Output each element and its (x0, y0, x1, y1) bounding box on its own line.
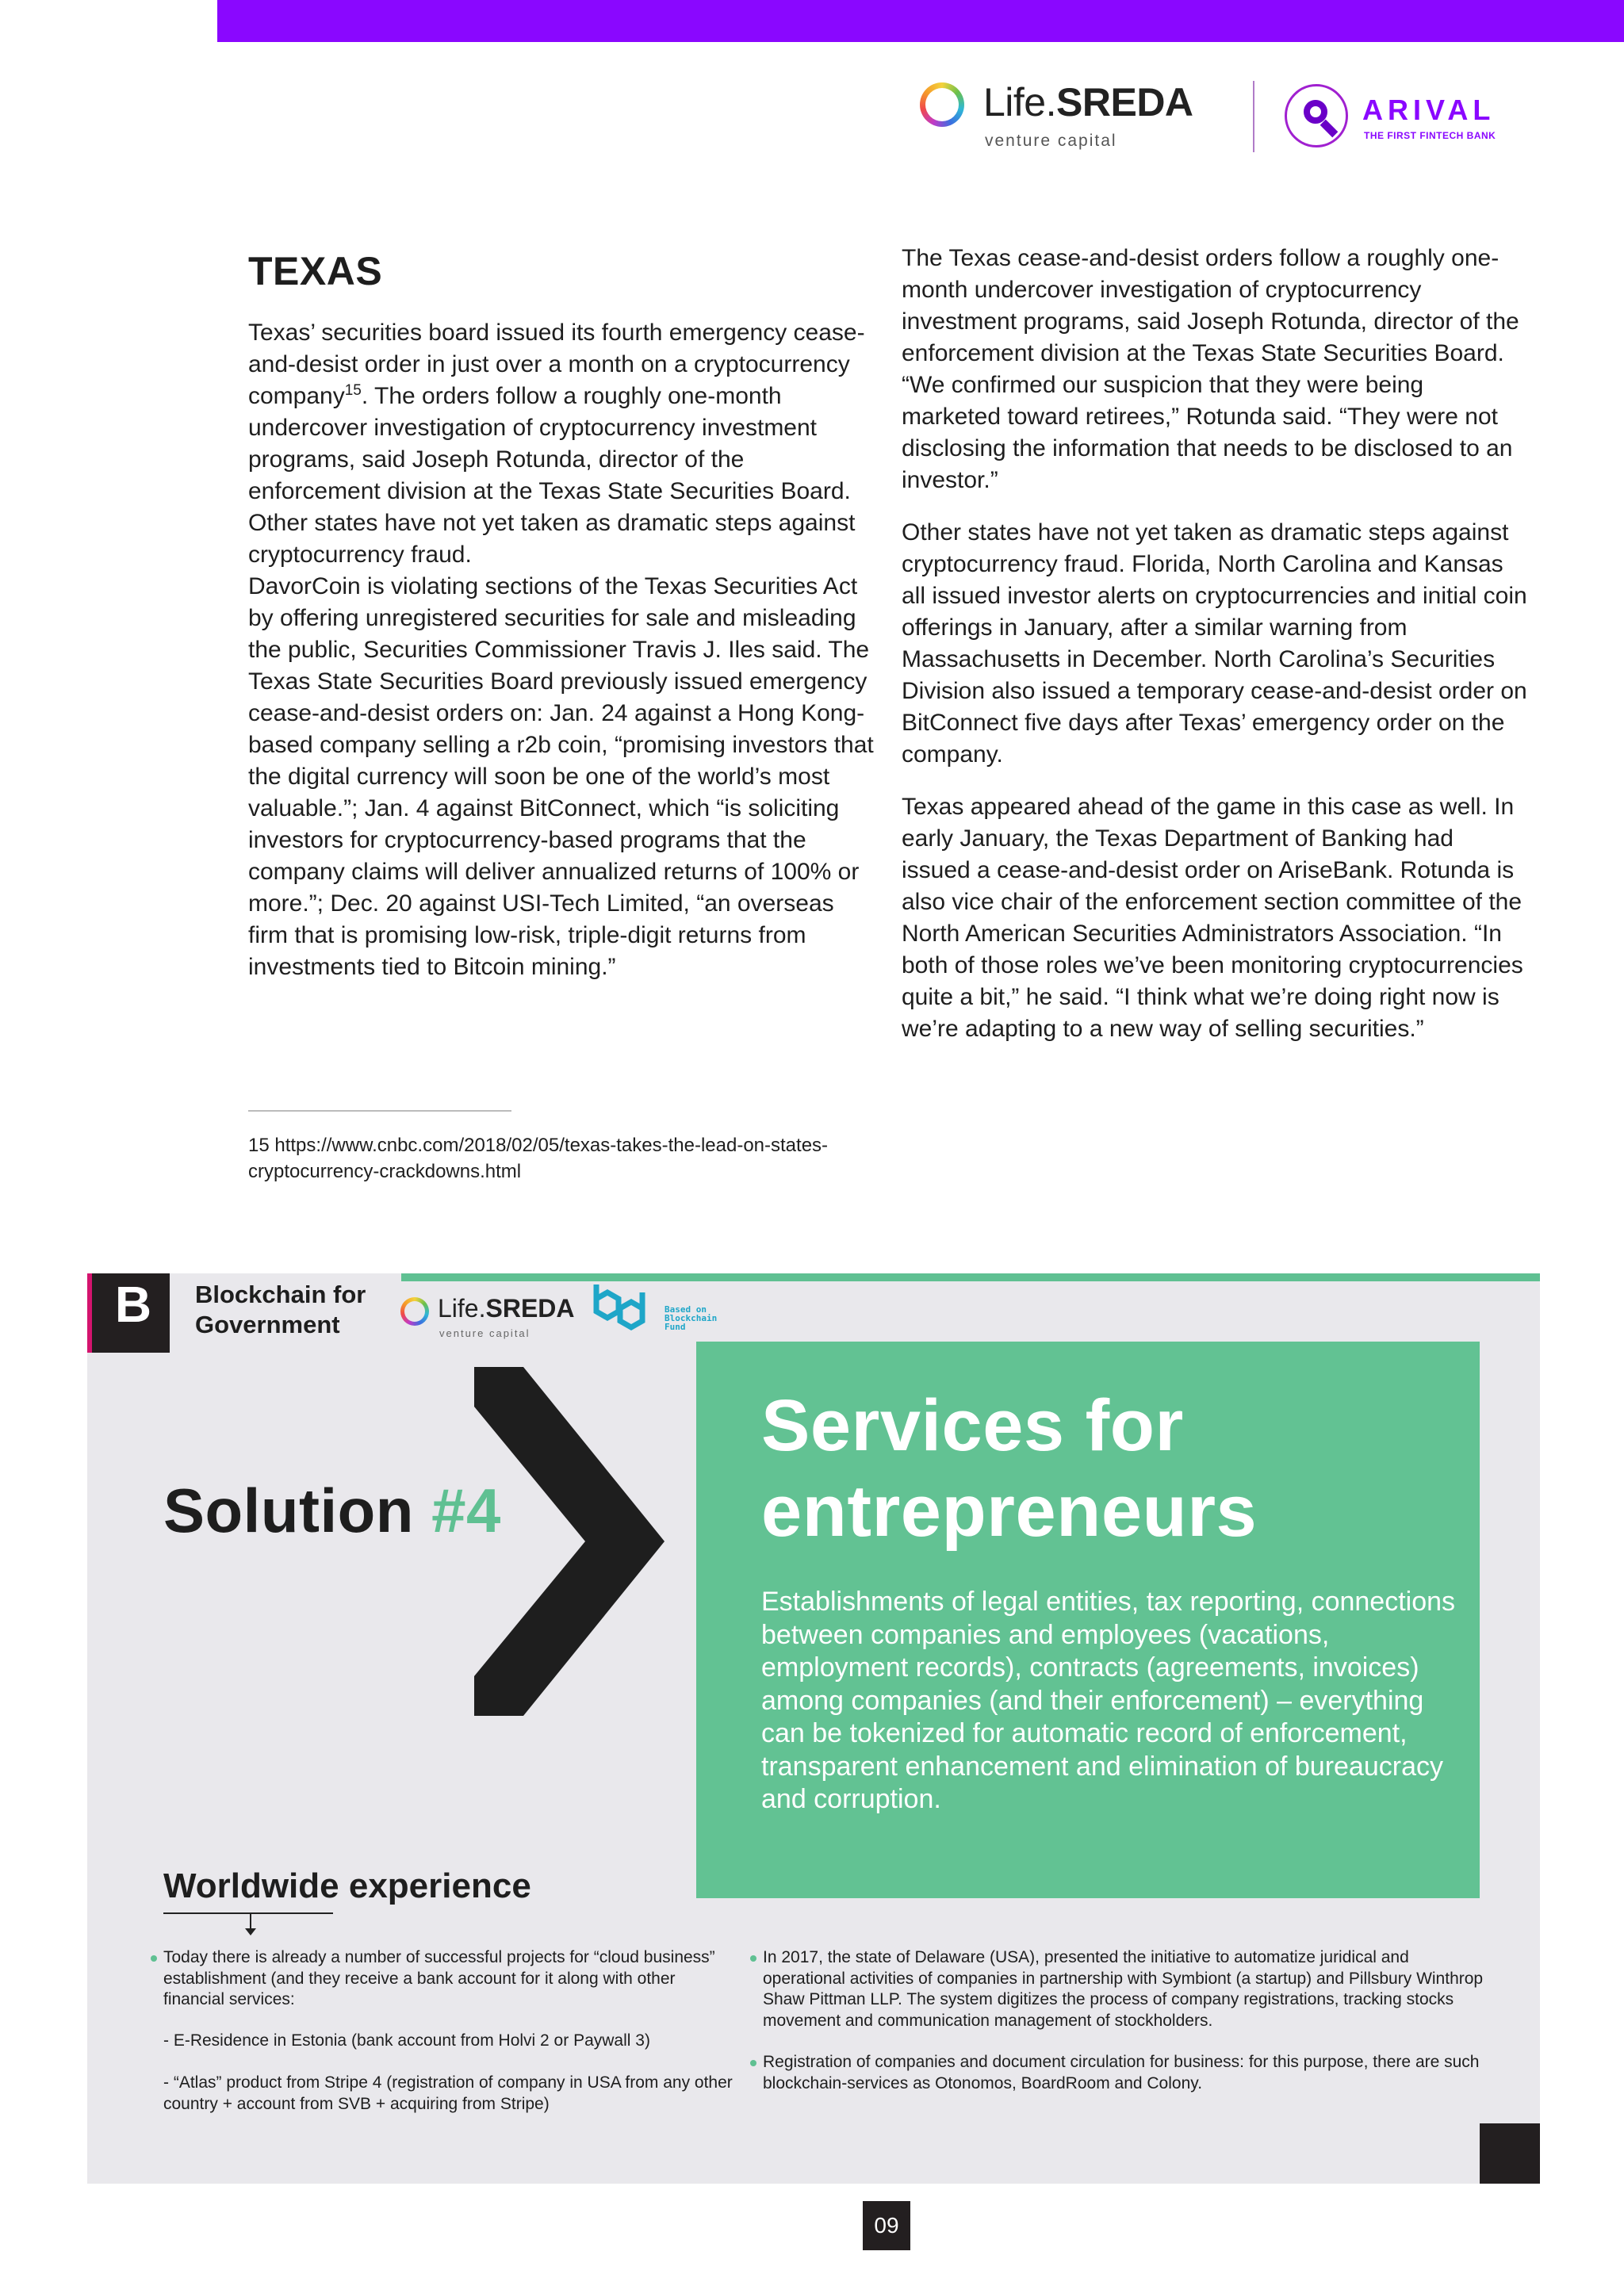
worldwide-heading: Worldwide experience (163, 1866, 531, 1905)
bob-fund-logo-icon (592, 1284, 658, 1337)
top-accent-bar (217, 0, 1624, 42)
badge-letter: B (114, 1276, 152, 1333)
lifesreda-logo (920, 79, 1253, 159)
bullet-icon (750, 1955, 756, 1962)
services-title: Services for entrepreneurs (761, 1385, 1258, 1552)
solution-heading: Solution #4 (163, 1476, 501, 1545)
arrow-down-icon (245, 1928, 256, 1935)
slide-corner-block (1480, 2123, 1540, 2184)
lifesreda-wordmark: Life.SREDA (983, 80, 1193, 124)
footnote-divider (248, 1110, 511, 1112)
list-item: In 2017, the state of Delaware (USA), presented the initiative to automatize juridical and operational activities of companies in partnership with Symbiont (a startup) and Pillsbury Winthrop Shaw Pittman LLP. The system digitizes the process of company registrations, tracking stocks movement and communication management of stockholders. (763, 1947, 1484, 2031)
arival-tagline: THE FIRST FINTECH BANK (1364, 130, 1496, 141)
worldwide-arrow-stem (250, 1912, 251, 1930)
list-item: - E-Residence in Estonia (bank account from Holvi 2 or Paywall 3) (163, 2031, 650, 2050)
badge-box (87, 1273, 170, 1353)
arival-wordmark: ARIVAL (1362, 94, 1496, 126)
left-paragraph-1: Texas’ securities board issued its fourth emergency cease-and-desist order in just over a month on a cryptocurrency company$^{15}$. The orders follow a roughly one-month undercover investigation of cryptocurrency investment programs, said Joseph Rotunda, director of the enforcement division at the Texas State Securities Board. Other states have not yet taken as dramatic steps against cryptocurrency fraud. (248, 320, 865, 568)
left-column (248, 317, 875, 983)
slide-lifesreda-tagline: venture capital (439, 1327, 530, 1339)
badge-label: Blockchain for Government (195, 1281, 366, 1338)
list-item: - “Atlas” product from Stripe 4 (registration of company in USA from any other country + account from SVB + acquiring from Stripe) (163, 2073, 733, 2113)
page-number: 09 (863, 2201, 910, 2250)
services-description: Establishments of legal entities, tax reporting, connections between companies and employees (vacations, employment records), contracts (agreements, invoices) among companies (and their enforcement) – everything can be tokenized for automatic record of enforcement, transparent enhancement and elimination of bureaucracy and corruption. (761, 1587, 1456, 1814)
services-panel (696, 1342, 1480, 1898)
bullet-icon (750, 2060, 756, 2066)
slide-lifesreda-ring-icon (400, 1297, 429, 1326)
footnote-ref[interactable]: 15 (344, 382, 362, 399)
bob-fund-text: Based on Blockchain Fund (665, 1304, 718, 1332)
solution-slide (87, 1273, 1540, 2184)
lifesreda-ring-icon (920, 82, 964, 127)
section-heading: TEXAS (248, 249, 383, 293)
left-paragraph-2: DavorCoin is violating sections of the Texas Securities Act by offering unregistered securities for sale and misleading the public, Securities Commissioner Travis J. Iles said. The Texas State Securities Board previously issued emergency cease-and-desist orders on: Jan. 24 against a Hong Kong-based company selling a r2b coin, “promising investors that the digital currency will soon be one of the world’s most valuable.”; Jan. 4 against BitConnect, which “is soliciting investors for cryptocurrency-based programs that the company claims will deliver annualized returns of 100% or more.”; Dec. 20 against USI-Tech Limited, “an overseas firm that is promising low-risk, triple-digit returns from investments tied to Bitcoin mining.” (248, 573, 874, 980)
list-item: Registration of companies and document circulation for business: for this purpose, there are such blockchain-services as Otonomos, BoardRoom and Colony. (763, 2052, 1484, 2094)
chevron-arrow-icon (474, 1367, 665, 1716)
bullet-icon (151, 1955, 157, 1962)
slide-top-line (401, 1273, 1540, 1281)
list-item: Today there is already a number of successful projects for “cloud business” establishment (and they receive a bank account for it along with other financial services: (163, 1947, 726, 2011)
footnote-link[interactable]: 15 https://www.cnbc.com/2018/02/05/texas-takes-the-lead-on-states-cryptocurrency-crackdowns.html (248, 1135, 829, 1182)
right-column (902, 243, 1528, 1045)
right-paragraph-3: Texas appeared ahead of the game in this case as well. In early January, the Texas Department of Banking had issued a cease-and-desist order on AriseBank. Rotunda is also vice chair of the enforcement section committee of the North American Securities Administrators Association. “In both of those roles we’ve been monitoring cryptocurrencies quite a bit,” he said. “I think what we’re doing right now is we’re adapting to a new way of selling securities.” (902, 794, 1523, 1042)
worldwide-underline (163, 1912, 333, 1914)
right-paragraph-1: The Texas cease-and-desist orders follow a roughly one-month undercover investigation of cryptocurrency investment programs, said Joseph Rotunda, director of the enforcement division at the Texas State Securities Board. “We confirmed our suspicion that they were being marketed toward retirees,” Rotunda said. “They were not disclosing the information that needs to be disclosed to an investor.” (902, 245, 1519, 493)
logo-divider (1253, 81, 1254, 152)
slide-lifesreda-wordmark: Life.SREDA (438, 1294, 575, 1323)
lifesreda-tagline: venture capital (985, 132, 1117, 150)
right-paragraph-2: Other states have not yet taken as dramatic steps against cryptocurrency fraud. Florida, North Carolina and Kansas all issued investor alerts on cryptocurrencies and initial coin offerings in January, after a similar warning from Massachusetts in December. North Carolina’s Securities Division also issued a temporary cease-and-desist order on BitConnect five days after Texas’ emergency order on the company. (902, 519, 1527, 768)
